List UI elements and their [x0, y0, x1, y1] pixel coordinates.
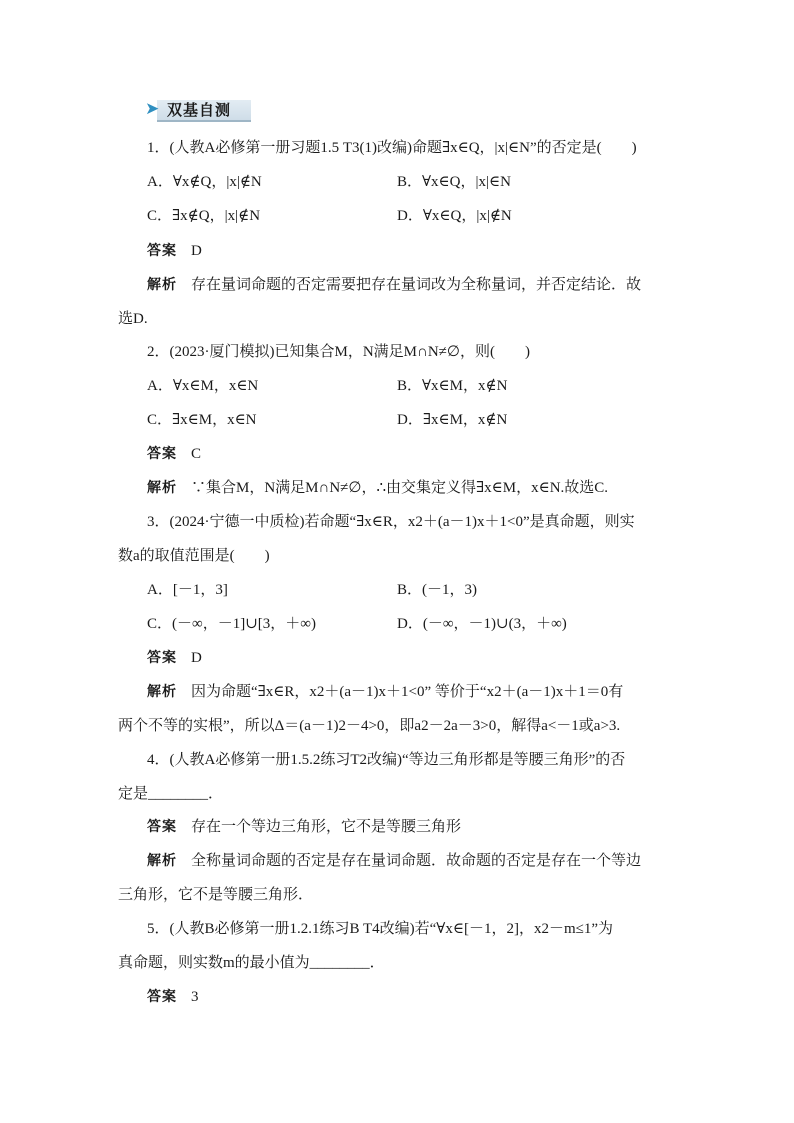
- q2-answer: [147, 444, 201, 464]
- q4-stem-line-2: 定是________．: [118, 786, 224, 802]
- q3-analysis-line-2: 两个不等的实根”，所以Δ＝(a－1)2－4>0，即a2－2a－3>0，解得a<－1或a>3.: [118, 718, 621, 734]
- q4-answer-value: 存在一个等边三角形，它不是等腰三角形: [191, 819, 462, 835]
- q3-answer-value: D: [191, 650, 202, 666]
- section-banner: [143, 97, 253, 123]
- analysis-label: 解析: [147, 853, 177, 869]
- answer-label: 答案: [147, 243, 177, 259]
- answer-label: 答案: [147, 446, 177, 462]
- q2-option-a: A．∀x∈M，x∈N: [147, 378, 259, 394]
- q3-stem-line-1: 3．(2024·宁德一中质检)若命题“∃x∈R，x2＋(a－1)x＋1<0”是真命题，则实: [147, 514, 635, 530]
- section-title: 双基自测: [167, 101, 232, 119]
- q2-analysis-text: ∵集合M，N满足M∩N≠∅，∴由交集定义得∃x∈M，x∈N.故选C.: [191, 480, 609, 496]
- q1-option-d: D．∀x∈Q，|x|∉N: [397, 208, 512, 224]
- answer-label: 答案: [147, 819, 177, 835]
- q1-analysis-line-1: [147, 275, 641, 295]
- q2-option-b: B．∀x∈M，x∉N: [397, 378, 508, 394]
- q3-stem-line-2: 数a的取值范围是( ): [118, 548, 270, 564]
- q3-analysis-text-1: 因为命题“∃x∈R，x2＋(a－1)x＋1<0” 等价于“x2＋(a－1)x＋1＝0有: [191, 684, 624, 700]
- q1-answer: [147, 241, 202, 261]
- q1-option-b: B．∀x∈Q，|x|∈N: [397, 174, 511, 190]
- q5-answer: [147, 987, 199, 1007]
- q2-analysis: [147, 478, 608, 498]
- answer-label: 答案: [147, 650, 177, 666]
- q3-option-b: B．(－1，3): [397, 582, 477, 598]
- q2-option-d: D．∃x∈M，x∉N: [397, 412, 508, 428]
- q2-stem: 2．(2023·厦门模拟)已知集合M，N满足M∩N≠∅，则( ): [147, 344, 530, 360]
- q3-option-d: D．(－∞，－1)∪(3，＋∞): [397, 616, 567, 632]
- q5-answer-value: 3: [191, 989, 199, 1005]
- q1-answer-value: D: [191, 243, 202, 259]
- q4-analysis-line-2: 三角形，它不是等腰三角形．: [118, 887, 314, 903]
- q1-stem: 1．(人教A必修第一册习题1.5 T3(1)改编)命题∃x∈Q，|x|∈N”的否定是( ): [147, 140, 637, 156]
- q4-stem-line-1: 4．(人教A必修第一册1.5.2练习T2改编)“等边三角形都是等腰三角形”的否: [147, 752, 626, 768]
- analysis-label: 解析: [147, 684, 177, 700]
- q5-stem-line-2: 真命题，则实数m的最小值为________．: [118, 955, 385, 971]
- answer-label: 答案: [147, 989, 177, 1005]
- q1-option-a: A．∀x∉Q，|x|∉N: [147, 174, 262, 190]
- q1-analysis-line-2: 选D.: [118, 311, 148, 327]
- q3-answer: [147, 648, 202, 668]
- q3-analysis-line-1: [147, 682, 623, 702]
- analysis-label: 解析: [147, 277, 177, 293]
- q4-analysis-line-1: [147, 851, 641, 871]
- q1-analysis-text-1: 存在量词命题的否定需要把存在量词改为全称量词，并否定结论．故: [191, 277, 642, 293]
- q2-option-c: C．∃x∈M，x∈N: [147, 412, 257, 428]
- q3-option-a: A．[－1，3]: [147, 582, 228, 598]
- q5-stem-line-1: 5．(人教B必修第一册1.2.1练习B T4改编)若“∀x∈[－1，2]，x2－m≤1”为: [147, 921, 614, 937]
- q1-option-c: C．∃x∉Q，|x|∉N: [147, 208, 261, 224]
- q2-answer-value: C: [191, 446, 202, 462]
- q3-option-c: C．(－∞，－1]∪[3，＋∞): [147, 616, 316, 632]
- arrow-icon: ➤: [145, 99, 160, 119]
- q4-analysis-text-1: 全称量词命题的否定是存在量词命题．故命题的否定是存在一个等边: [191, 853, 642, 869]
- q4-answer: [147, 817, 461, 837]
- analysis-label: 解析: [147, 480, 177, 496]
